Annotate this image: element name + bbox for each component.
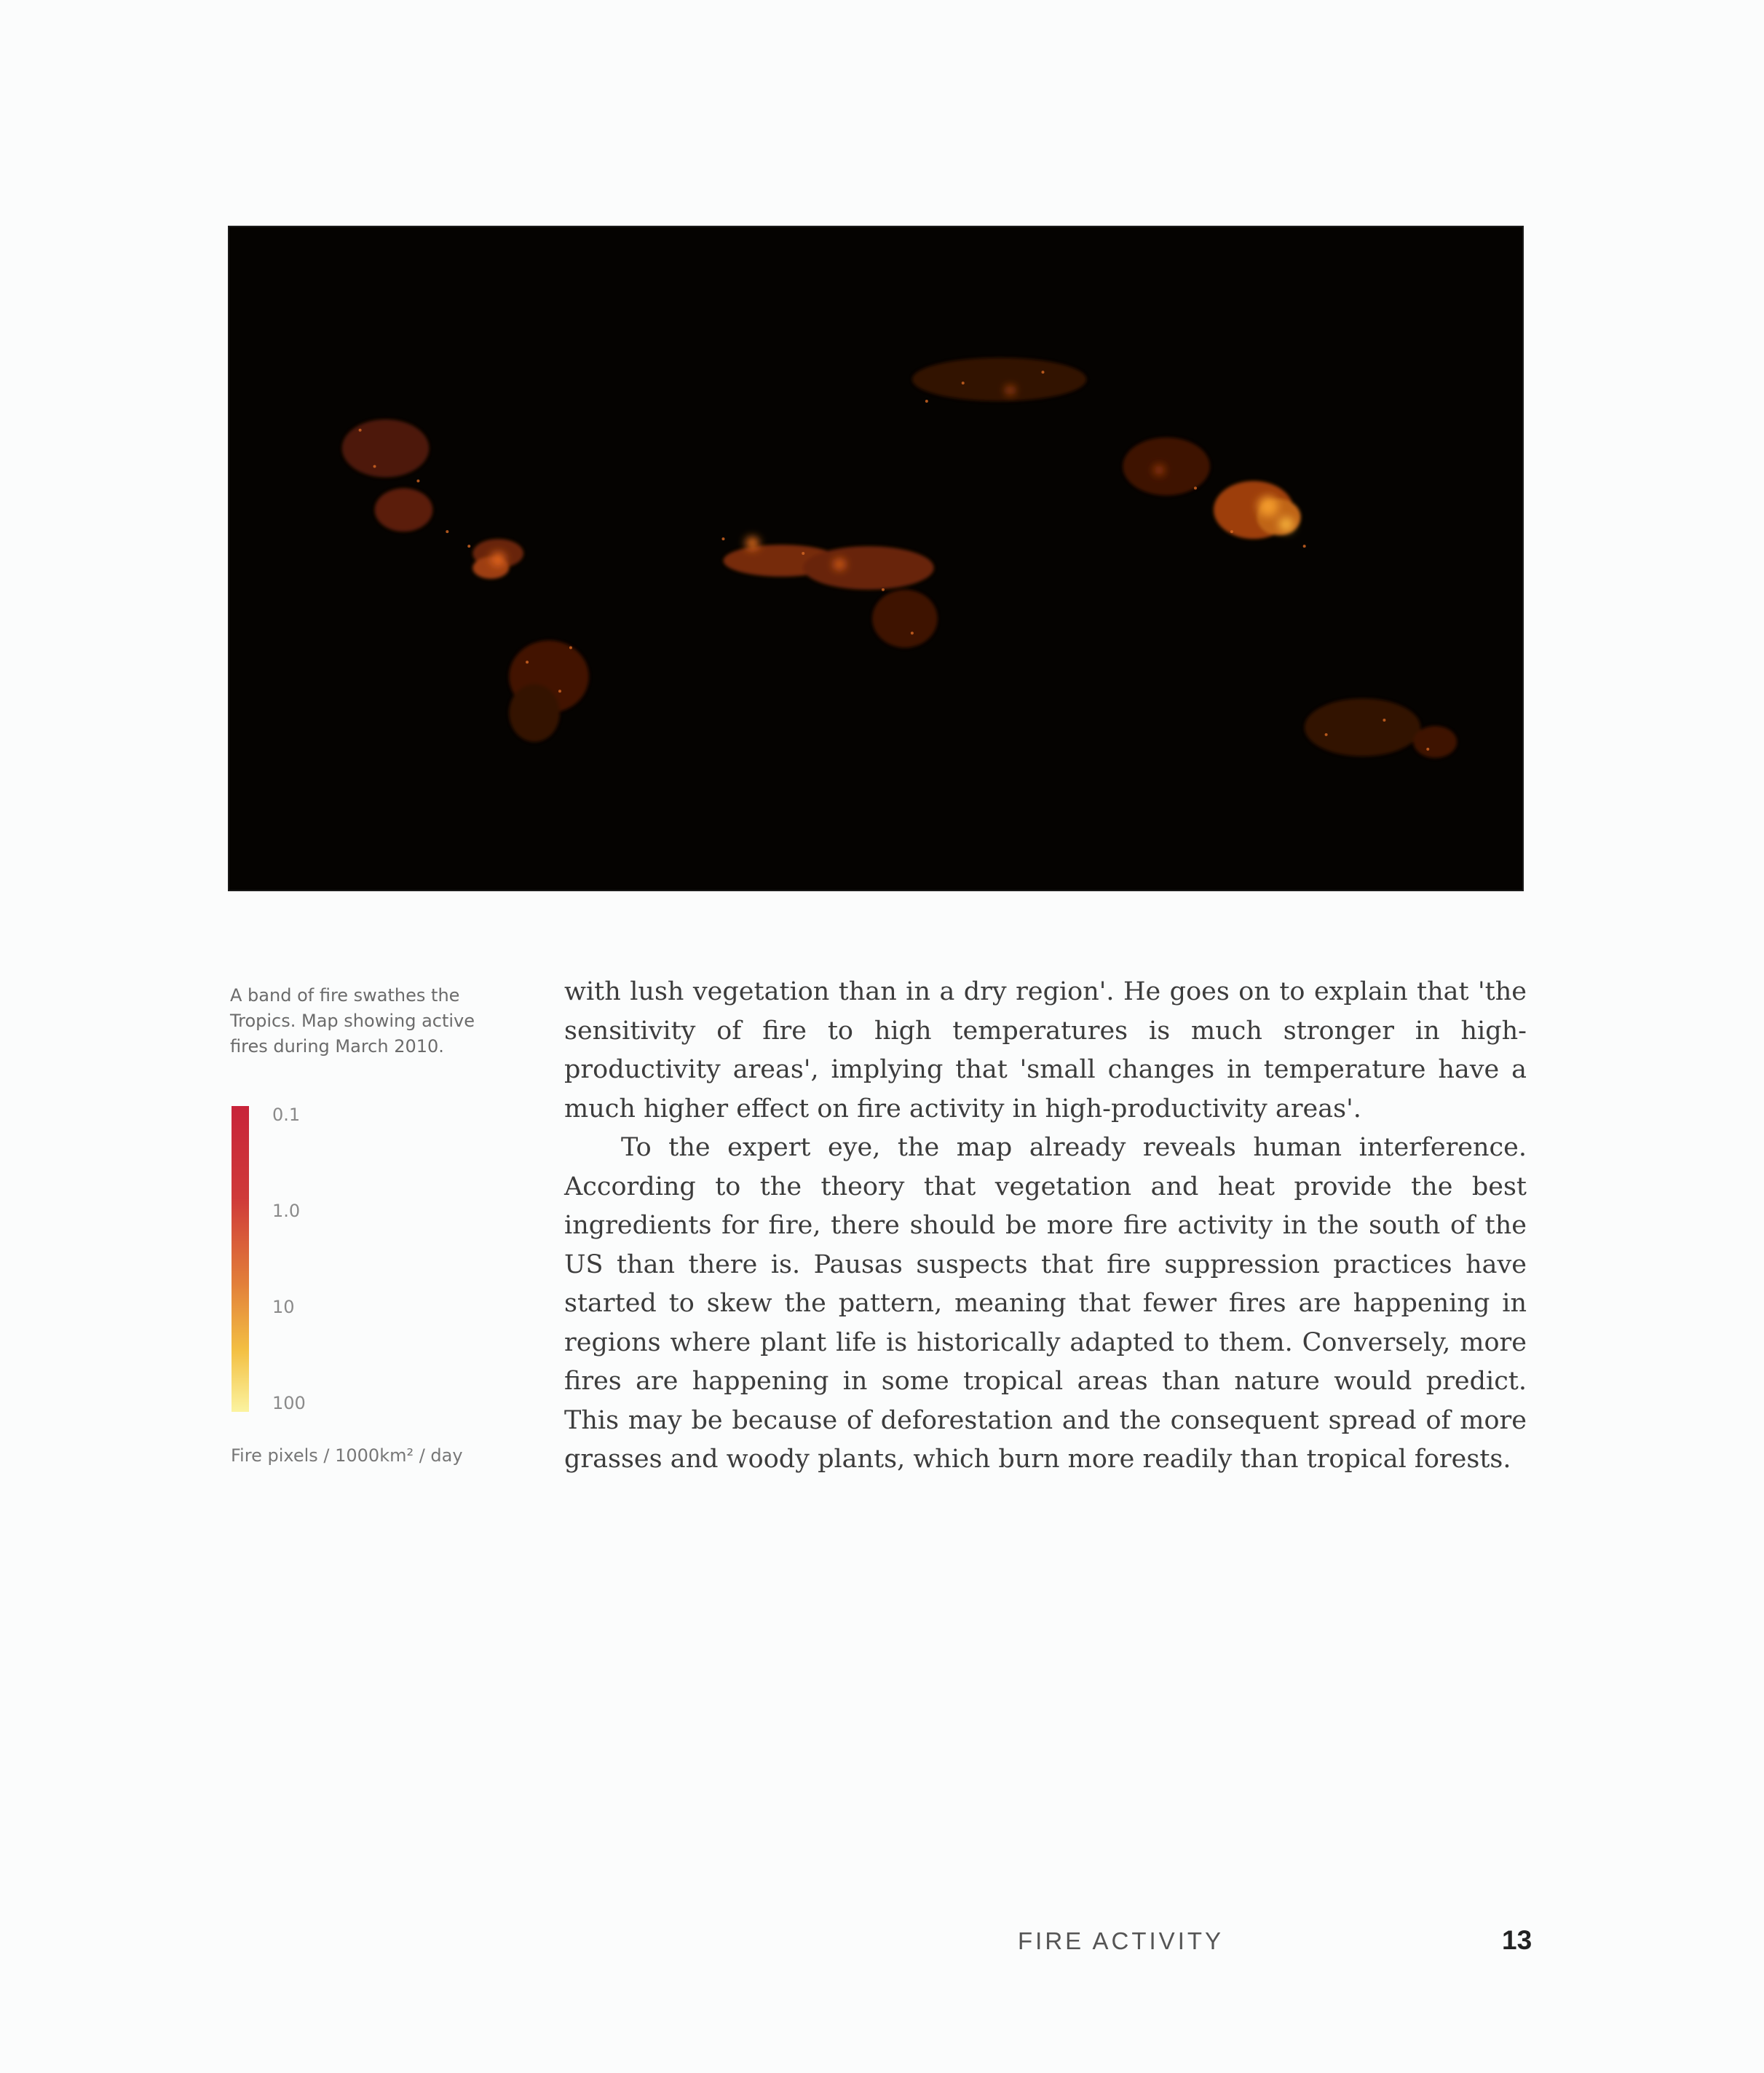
page-number: 13 bbox=[1502, 1925, 1532, 1955]
fire-density-legend-bar bbox=[232, 1106, 249, 1412]
running-footer-title: FIRE ACTIVITY bbox=[1018, 1927, 1225, 1954]
fire-map-svg bbox=[229, 227, 1522, 890]
fire-map-image bbox=[228, 226, 1524, 891]
legend-tick-label: 10 bbox=[272, 1297, 295, 1317]
legend-tick-label: 0.1 bbox=[272, 1105, 301, 1125]
legend-tick-label: 100 bbox=[272, 1393, 306, 1413]
legend-units-label: Fire pixels / 1000km² / day bbox=[231, 1445, 463, 1466]
fire-regions bbox=[342, 358, 1458, 758]
body-paragraph: To the expert eye, the map already reveals human interference. According to the theory that vegetation and heat provide the best ingredients for fire, there should be more fire activity in the south of the US than there is. Pausas suspects that fire suppression practices have started to skew the pattern, meaning that fewer fires are happening in regions where plant life is historically adapted to them. Conversely, more fires are happening in some tropical areas than nature would predict. This may be because of deforestation and the consequent spread of more grasses and woody plants, which burn more readily than tropical forests. bbox=[564, 1133, 1527, 1474]
body-text bbox=[564, 973, 1527, 1480]
legend-tick-label: 1.0 bbox=[272, 1201, 301, 1221]
map-caption: A band of fire swathes the Tropics. Map showing active fires during March 2010. bbox=[230, 985, 475, 1057]
body-paragraph: with lush vegetation than in a dry region'. He goes on to explain that 'the sensitivity of fire to high temperatures is much stronger in high-productivity areas', implying that 'small changes in temperature have a much higher effect on fire activity in high-productivity areas'. bbox=[564, 977, 1527, 1124]
